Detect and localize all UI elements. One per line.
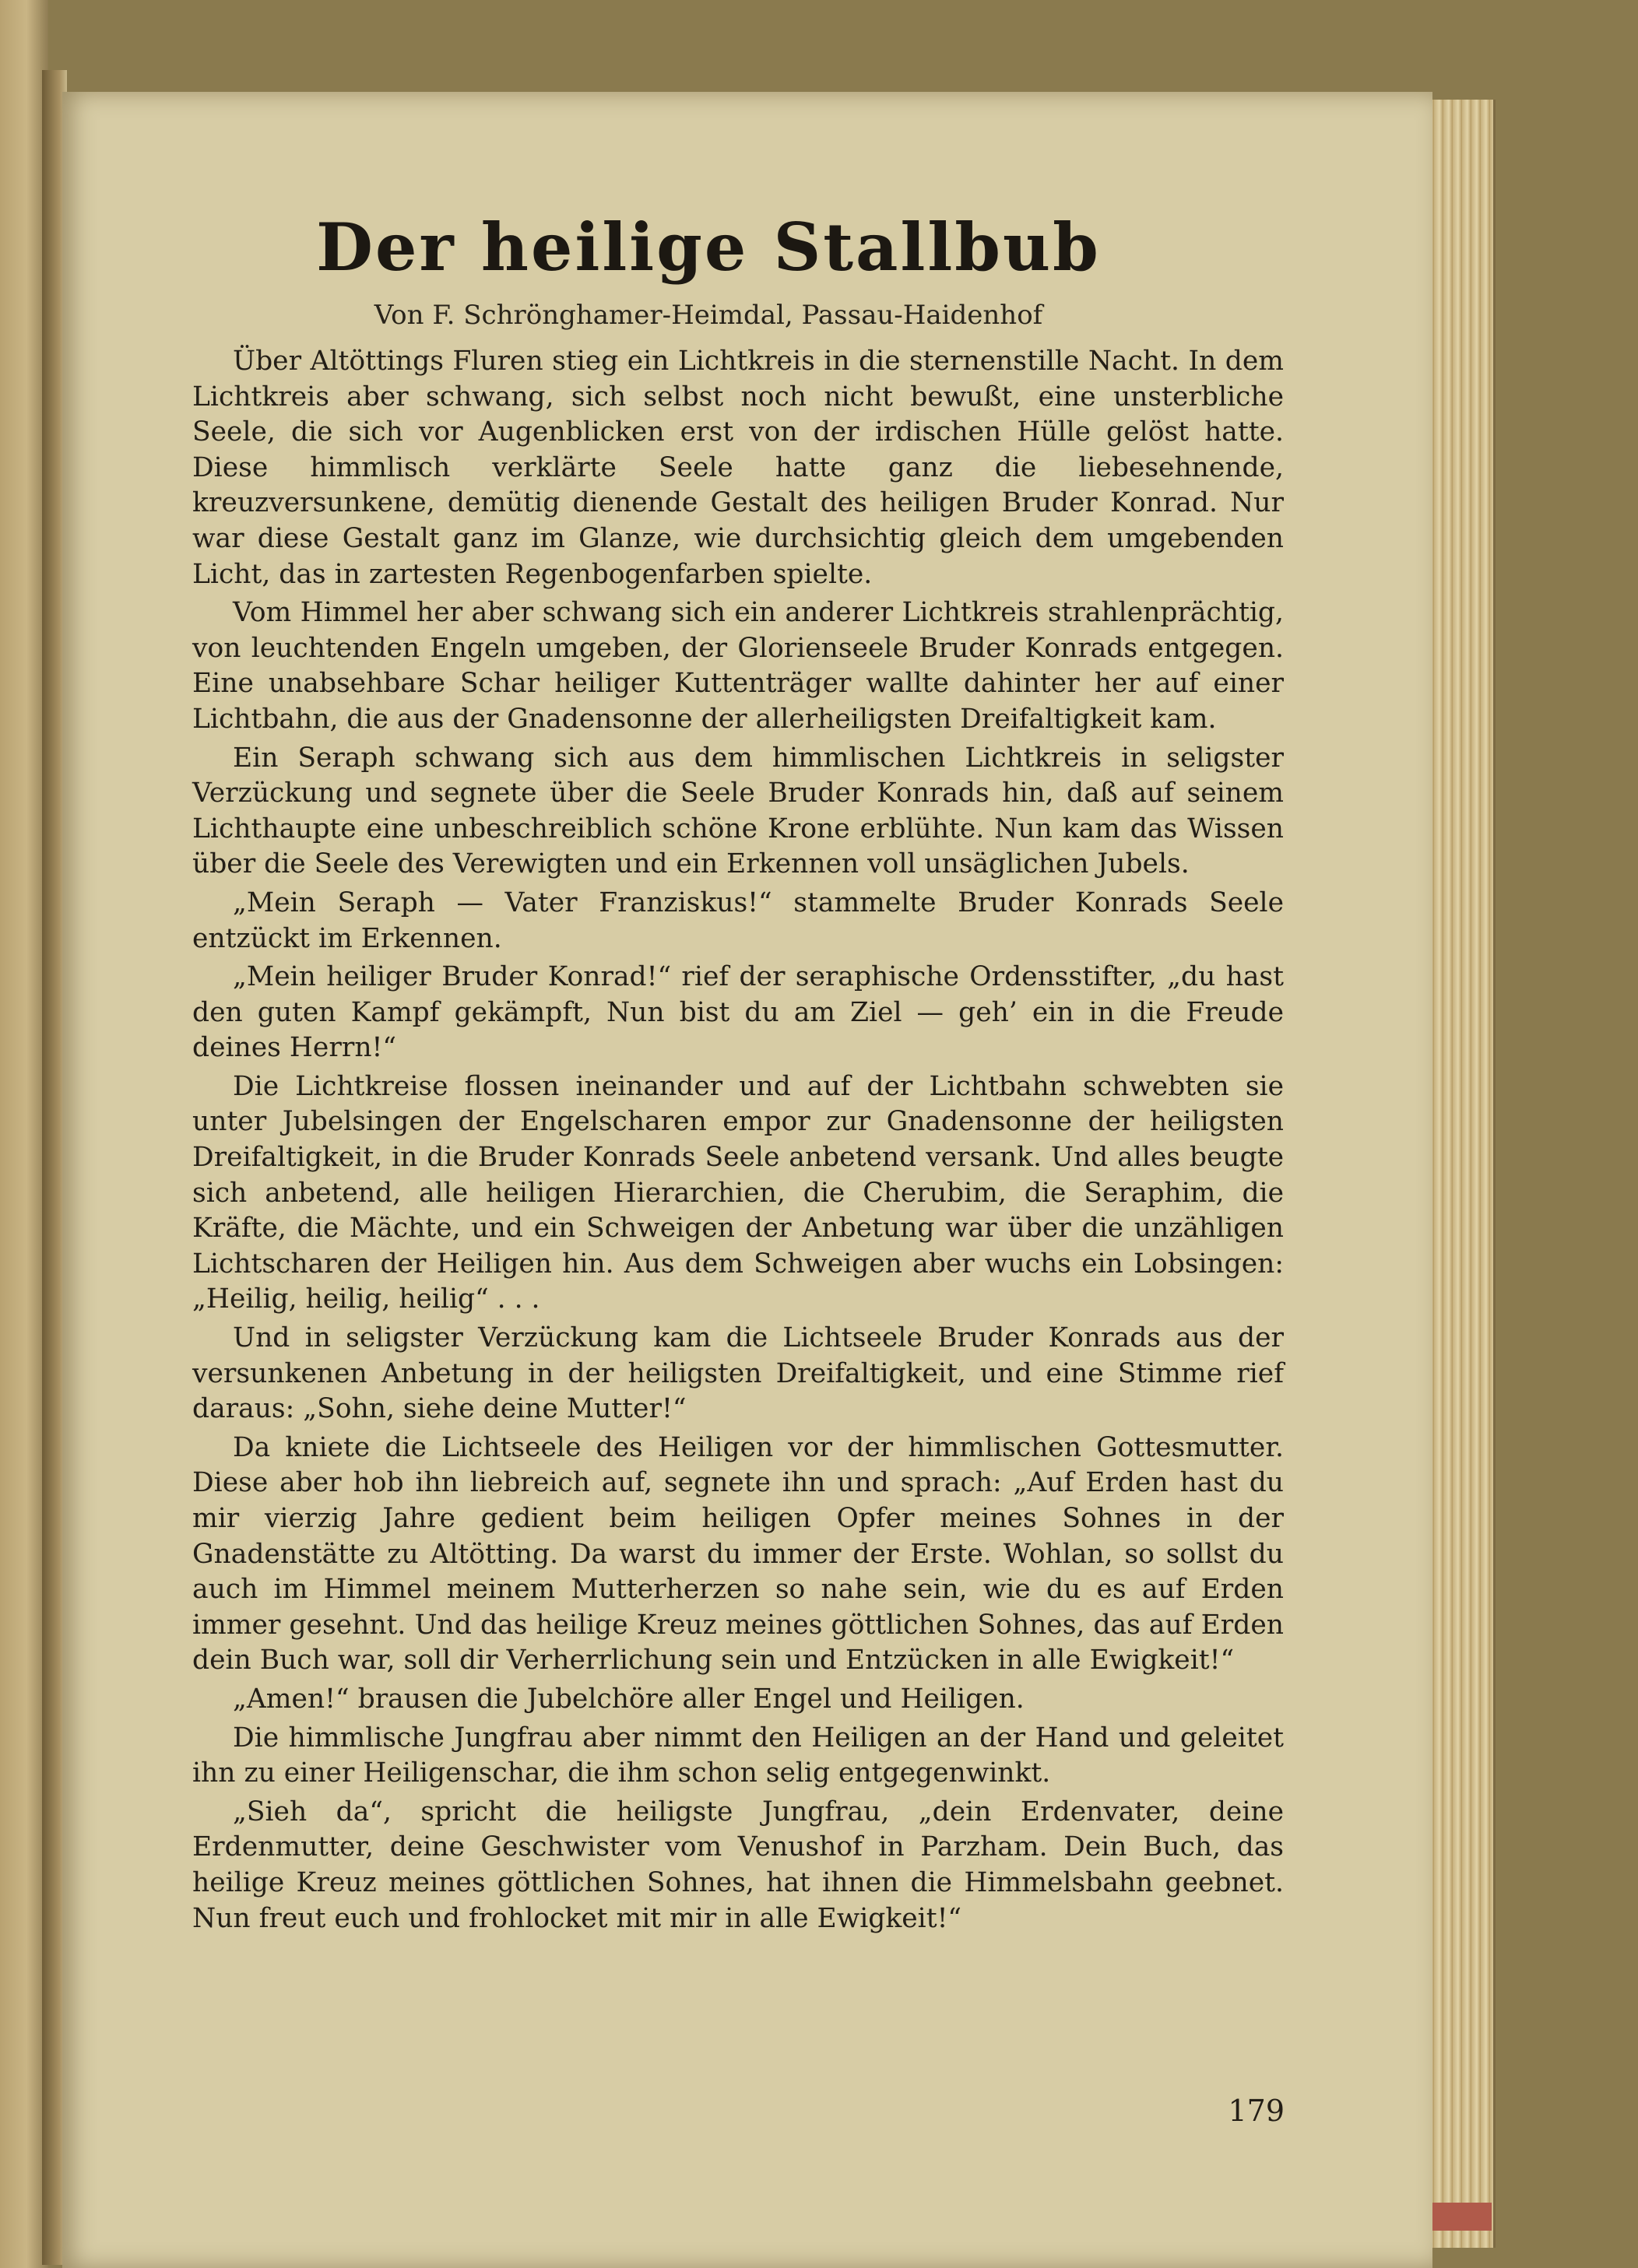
page-number: 179 — [1228, 2094, 1285, 2128]
paragraph: Vom Himmel her aber schwang sich ein anderer Lichtkreis strahlenprächtig, von leuchtenden Engeln umgeben, der Glorienseele Bruder Konrads entgegen. Eine unabsehbare Schar heiliger Kuttenträger wallte dahinter her auf einer Lichtbahn, die aus der Gnadensonne der allerheiligsten Dreifaltigkeit kam. — [192, 597, 1284, 735]
paragraph: „Mein heiliger Bruder Konrad!“ rief der seraphische Ordensstifter, „du hast den guten Kampf gekämpft, Nun bist du am Ziel — geh’ ein in die Freude deines Herrn!“ — [192, 961, 1284, 1064]
paragraph: „Amen!“ brausen die Jubelchöre aller Engel und Heiligen. — [233, 1683, 1025, 1715]
left-page-edge — [0, 0, 48, 2268]
article-byline: Von F. Schrönghamer-Heimdal, Passau-Haidenhof — [374, 300, 1043, 331]
page-stack-edge — [1425, 100, 1496, 2248]
paragraph: Die himmlische Jungfrau aber nimmt den Heiligen an der Hand und geleitet ihn zu einer Heiligenschar, die ihm schon selig entgegenwinkt. — [192, 1722, 1284, 1789]
paragraph: „Sieh da“, spricht die heiligste Jungfrau, „dein Erdenvater, deine Erdenmutter, deine Geschwister vom Venushof in Parzham. Dein Buch, das heilige Kreuz meines göttlichen Sohnes, hat ihnen die Himmelsbahn geebnet. Nun freut euch und frohlocket mit mir in alle Ewigkeit!“ — [192, 1796, 1284, 1934]
page-stack-red-edge — [1426, 2203, 1492, 2231]
article-body — [192, 344, 1284, 1940]
paragraph: Und in seligster Verzückung kam die Lichtseele Bruder Konrads aus der versunkenen Anbetung in der heiligsten Dreifaltigkeit, und eine Stimme rief daraus: „Sohn, siehe deine Mutter!“ — [192, 1322, 1284, 1425]
paragraph: Die Lichtkreise flossen ineinander und auf der Lichtbahn schwebten sie unter Jubelsingen der Engelscharen empor zur Gnadensonne der heiligsten Dreifaltigkeit, in die Bruder Konrads Seele anbetend versank. Und alles beugte sich anbetend, alle heiligen Hierarchien, die Cherubim, die Seraphim, die Kräfte, die Mächte, und ein Schweigen der Anbetung war über die unzähligen Lichtscharen der Heiligen hin. Aus dem Schweigen aber wuchs ein Lobsingen: „Heilig, heilig, heilig“ . . . — [192, 1070, 1284, 1315]
paragraph: Über Altöttings Fluren stieg ein Lichtkreis in die sternenstille Nacht. In dem Lichtkreis aber schwang, sich selbst noch nicht bewußt, eine unsterbliche Seele, die sich vor Augenblicken erst von der irdischen Hülle gelöst hatte. Diese himmlisch verklärte Seele hatte ganz die liebesehnende, kreuzversunkene, demütig dienende Gestalt des heiligen Bruder Konrad. Nur war diese Gestalt ganz im Glanze, wie durchsichtig gleich dem umgebenden Licht, das in zartesten Regenbogenfarben spielte. — [192, 346, 1284, 590]
article-title: Der heilige Stallbub — [316, 209, 1101, 286]
paragraph: „Mein Seraph — Vater Franziskus!“ stammelte Bruder Konrads Seele entzückt im Erkennen. — [192, 886, 1284, 954]
paragraph: Ein Seraph schwang sich aus dem himmlischen Lichtkreis in seligster Verzückung und segnete über die Seele Bruder Konrads hin, daß auf seinem Lichthaupte eine unbeschreiblich schöne Krone erblühte. Nun kam das Wissen über die Seele des Verewigten und ein Erkennen voll unsäglichen Jubels. — [192, 742, 1284, 880]
paragraph: Da kniete die Lichtseele des Heiligen vor der himmlischen Gottesmutter. Diese aber hob ihn liebreich auf, segnete ihn und sprach: „Auf Erden hast du mir vierzig Jahre gedient beim heiligen Opfer meines Sohnes in der Gnadenstätte zu Altötting. Da warst du immer der Erste. Wohlan, so sollst du auch im Himmel meinem Mutterherzen so nahe sein, wie du es auf Erden immer gesehnt. Und das heilige Kreuz meines göttlichen Sohnes, das auf Erden dein Buch war, soll dir Verherrlichung sein und Entzücken in alle Ewigkeit!“ — [192, 1431, 1284, 1676]
